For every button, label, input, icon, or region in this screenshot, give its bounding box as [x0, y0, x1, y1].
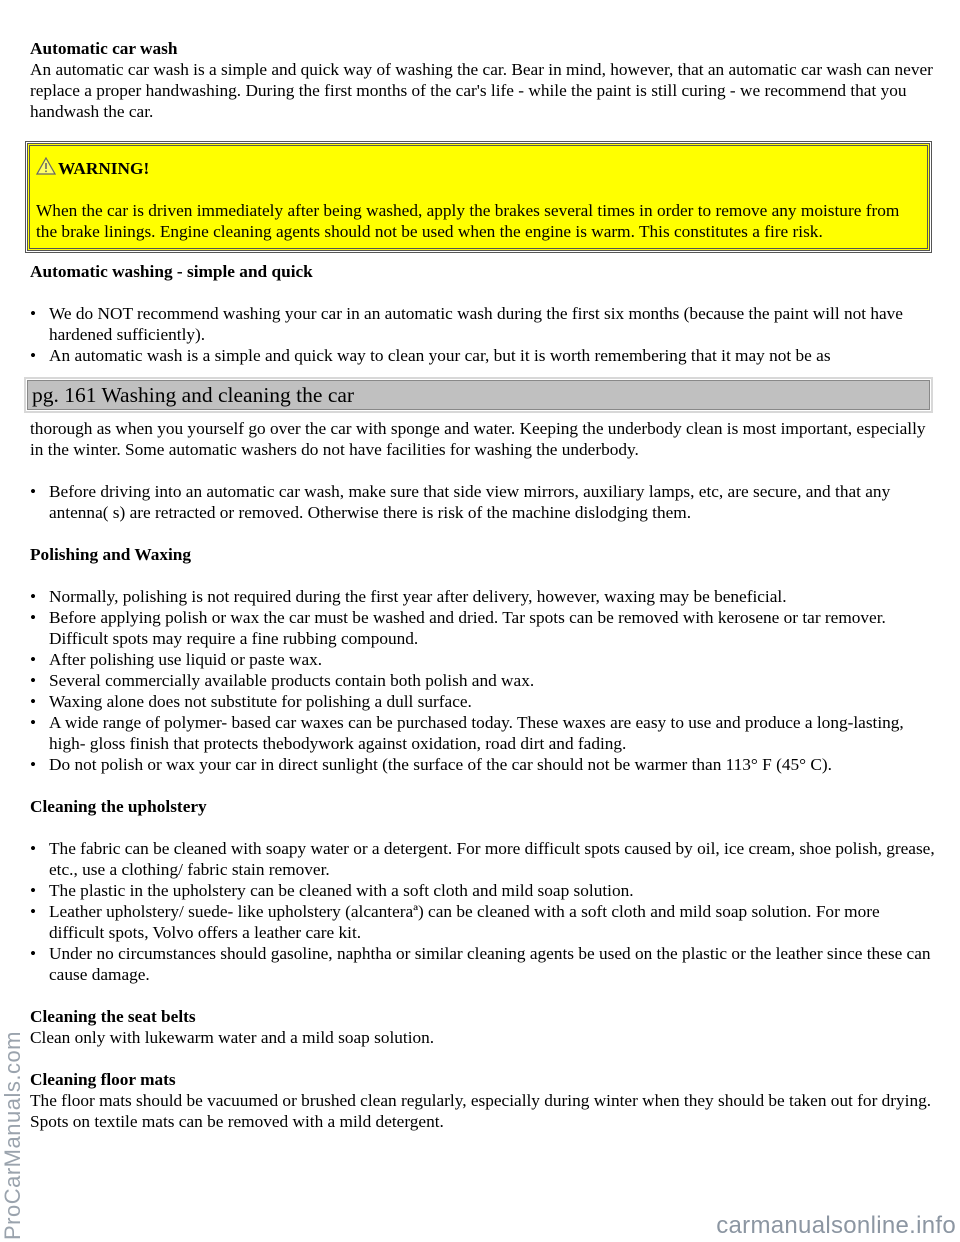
bullet-icon: •	[30, 482, 37, 501]
paragraph-washing-continued: thorough as when you yourself go over the car with sponge and water. Keeping the underbody clean is most important, especially in the winter. Some automatic washers do not have facilities for washing the underbody.	[30, 419, 926, 459]
warning-title: WARNING!	[58, 159, 150, 178]
list-item: • An automatic wash is a simple and quick way to clean your car, but it is worth remembering that it may not be as	[30, 346, 831, 365]
warning-triangle-icon	[36, 157, 56, 175]
list-item: • After polishing use liquid or paste wax.	[30, 650, 323, 669]
page-number-label: pg. 161 Washing and cleaning the car	[32, 383, 355, 407]
list-item: • Before applying polish or wax the car must be washed and dried. Tar spots can be removed with kerosene or tar remover. Difficult spots may require a fine rubbing compound.	[30, 608, 886, 648]
list-item: • The plastic in the upholstery can be cleaned with a soft cloth and mild soap solution.	[30, 881, 634, 900]
list-before-car-wash	[30, 481, 935, 523]
section-heading-automatic-washing: Automatic washing - simple and quick	[30, 262, 313, 281]
bullet-icon: •	[30, 650, 37, 669]
list-item: • Before driving into an automatic car wash, make sure that side view mirrors, auxiliary lamps, etc, are secure, and that any antenna( s) are retracted or removed. Otherwise there is risk of the machine dislodging them.	[30, 482, 891, 522]
list-automatic-washing	[30, 303, 935, 366]
list-item: • Several commercially available products contain both polish and wax.	[30, 671, 535, 690]
bullet-icon: •	[30, 944, 37, 963]
bullet-icon: •	[30, 839, 37, 858]
bullet-icon: •	[30, 755, 37, 774]
paragraph-automatic-car-wash: An automatic car wash is a simple and quick way of washing the car. Bear in mind, however, that an automatic car wash can never replace a proper handwashing. During the first months of the car's life - while the paint is still curing - we recommend that you handwash the car.	[30, 60, 933, 121]
paragraph-floor-mats: The floor mats should be vacuumed or brushed clean regularly, especially during winter when they should be taken out for drying. Spots on textile mats can be removed with a mild detergent.	[30, 1091, 932, 1131]
section-heading-polishing: Polishing and Waxing	[30, 545, 192, 564]
side-watermark: ProCarManuals.com	[0, 1030, 25, 1240]
section-heading-seat-belts: Cleaning the seat belts	[30, 1007, 196, 1026]
section-heading-automatic-car-wash: Automatic car wash	[30, 39, 178, 58]
warning-text: When the car is driven immediately after being washed, apply the brakes several times in order to remove any moisture from the brake linings. Engine cleaning agents should not be used when the engine is warm. This constitutes a fire risk.	[36, 201, 900, 241]
list-item: • Normally, polishing is not required during the first year after delivery, however, waxing may be beneficial.	[30, 587, 787, 606]
list-item: • We do NOT recommend washing your car in an automatic wash during the first six months (because the paint will not have hardened sufficiently).	[30, 304, 903, 344]
list-upholstery	[30, 838, 935, 985]
page-number-bar	[27, 380, 930, 410]
bullet-icon: •	[30, 346, 37, 365]
list-item: • The fabric can be cleaned with soapy water or a detergent. For more difficult spots caused by oil, ice cream, shoe polish, grease, etc., use a clothing/ fabric stain remover.	[30, 839, 935, 879]
list-item: • Waxing alone does not substitute for polishing a dull surface.	[30, 692, 472, 711]
manual-page	[30, 38, 935, 1132]
bullet-icon: •	[30, 902, 37, 921]
bullet-icon: •	[30, 608, 37, 627]
bullet-icon: •	[30, 713, 37, 732]
list-item: • Leather upholstery/ suede- like upholstery (alcanteraª) can be cleaned with a soft cloth and mild soap solution. For more difficult spots, Volvo offers a leather care kit.	[30, 902, 880, 942]
bullet-icon: •	[30, 587, 37, 606]
warning-title-row	[36, 158, 921, 179]
footer-watermark: carmanualsonline.info	[716, 1212, 956, 1239]
list-item: • A wide range of polymer- based car waxes can be purchased today. These waxes are easy to use and produce a long-lasting, high- gloss finish that protects thebodywork against oxidation, road dirt and fading.	[30, 713, 904, 753]
bullet-icon: •	[30, 881, 37, 900]
list-item: • Under no circumstances should gasoline, naphtha or similar cleaning agents be used on the plastic or the leather since these can cause damage.	[30, 944, 931, 984]
list-polishing	[30, 586, 935, 775]
paragraph-seat-belts: Clean only with lukewarm water and a mild soap solution.	[30, 1028, 435, 1047]
list-item: • Do not polish or wax your car in direct sunlight (the surface of the car should not be warmer than 113° F (45° C).	[30, 755, 832, 774]
bullet-icon: •	[30, 671, 37, 690]
bullet-icon: •	[30, 692, 37, 711]
warning-box	[27, 143, 930, 251]
section-heading-upholstery: Cleaning the upholstery	[30, 797, 207, 816]
bullet-icon: •	[30, 304, 37, 323]
section-heading-floor-mats: Cleaning floor mats	[30, 1070, 176, 1089]
